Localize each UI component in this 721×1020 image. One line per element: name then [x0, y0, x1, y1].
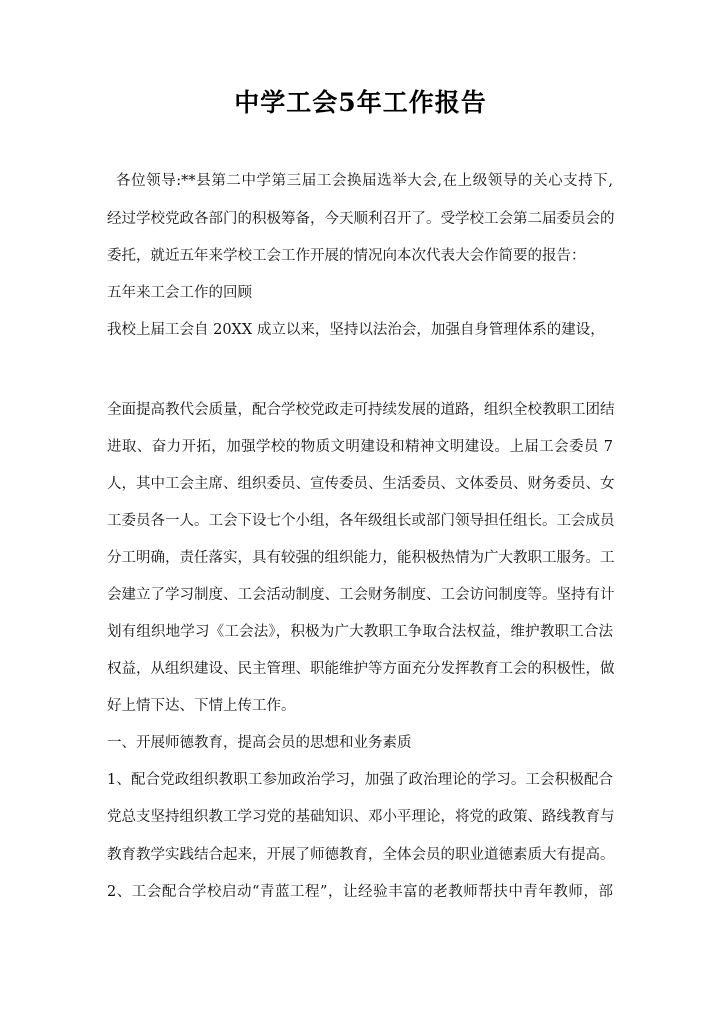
paragraph-line: 委托，就近五年来学校工会工作开展的情况向本次代表大会作简要的报告： — [107, 248, 586, 264]
paragraph-line: 会建立了学习制度、工会活动制度、工会财务制度、工会访问制度等。坚持有计 — [107, 587, 615, 603]
paragraph-line: 好上情下达、下情上传工作。 — [107, 698, 296, 714]
paragraph-line: 工委员各一人。工会下设七个小组，各年级组长或部门领导担任组长。工会成员 — [107, 513, 615, 529]
document-title: 中学工会5年工作报告 — [234, 88, 487, 117]
paragraph-line: 人，其中工会主席、组织委员、宣传委员、生活委员、文体委员、财务委员、女 — [107, 476, 615, 492]
paragraph-line: 权益，从组织建设、民主管理、职能维护等方面充分发挥教育工会的积极性，做 — [107, 661, 615, 677]
paragraph-line: 经过学校党政各部门的积极筹备，今天顺利召开了。受学校工会第二届委员会的 — [107, 211, 615, 227]
paragraph-line: 全面提高教代会质量，配合学校党政走可持续发展的道路，组织全校教职工团结 — [107, 402, 615, 418]
section-heading: 五年来工会工作的回顾 — [107, 285, 252, 301]
paragraph-line: 党总支坚持组织教工学习党的基础知识、邓小平理论，将党的政策、路线教育与 — [107, 809, 615, 825]
paragraph-line: 划有组织地学习《工会法》，积极为广大教职工争取合法权益，维护教职工合法 — [107, 624, 613, 640]
paragraph-line: 分工明确，责任落实，具有较强的组织能力，能积极热情为广大教职工服务。工 — [107, 550, 615, 566]
paragraph-line: 各位领导:**县第二中学第三届工会换届选举大会,在上级领导的关心支持下, — [116, 173, 613, 189]
section-heading: 一、开展师德教育，提高会员的思想和业务素质 — [107, 735, 412, 751]
paragraph-line: 我校上届工会自 20XX 成立以来，坚持以法治会，加强自身管理体系的建设， — [107, 322, 605, 338]
paragraph-line: 2、工会配合学校启动“青蓝工程”，让经验丰富的老教师帮扶中青年教师，部 — [107, 884, 613, 900]
paragraph-line: 1、配合党政组织教职工参加政治学习，加强了政治理论的学习。工会积极配合 — [107, 772, 613, 788]
paragraph-line: 教育教学实践结合起来，开展了师德教育，全体会员的职业道德素质大有提高。 — [107, 847, 615, 863]
paragraph-line: 进取、奋力开拓，加强学校的物质文明建设和精神文明建设。上届工会委员 7 — [107, 439, 613, 455]
